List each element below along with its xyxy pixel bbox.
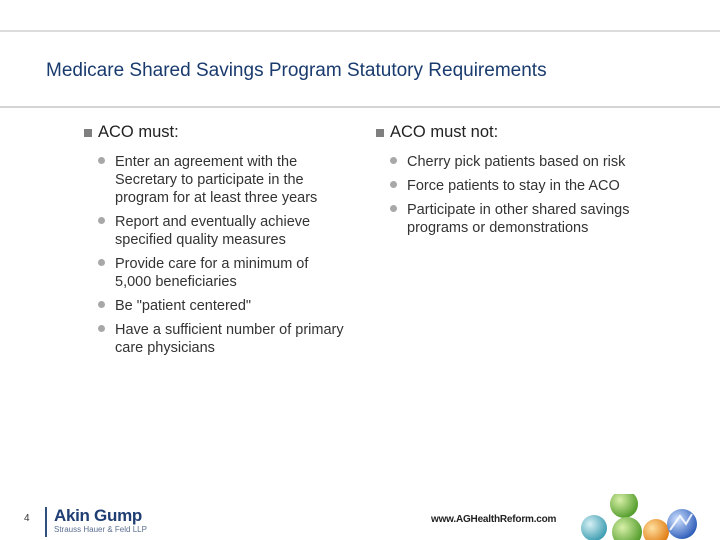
logo-sub-text: Strauss Hauer & Feld LLP xyxy=(54,525,147,534)
left-column xyxy=(84,123,344,363)
logo-divider xyxy=(45,507,47,537)
list-item: Be "patient centered" xyxy=(98,297,344,315)
bullet-dot-icon xyxy=(390,181,397,188)
right-list xyxy=(376,153,636,237)
list-item: Participate in other shared savings programs or demonstrations xyxy=(390,201,636,237)
company-logo xyxy=(54,506,147,534)
bullet-dot-icon xyxy=(98,301,105,308)
title-divider xyxy=(0,106,720,108)
square-bullet-icon xyxy=(376,129,384,137)
list-item: Have a sufficient number of primary care physicians xyxy=(98,321,344,357)
list-item: Enter an agreement with the Secretary to participate in the program for at least three years xyxy=(98,153,344,207)
list-item: Report and eventually achieve specified quality measures xyxy=(98,213,344,249)
right-heading-text: ACO must not: xyxy=(390,123,499,141)
bullet-dot-icon xyxy=(390,205,397,212)
page-number: 4 xyxy=(24,513,30,524)
left-heading xyxy=(84,123,344,142)
green-orb-icon xyxy=(612,517,642,540)
left-heading-text: ACO must: xyxy=(98,123,179,141)
list-item: Force patients to stay in the ACO xyxy=(390,177,636,195)
bullet-dot-icon xyxy=(98,157,105,164)
bullet-dot-icon xyxy=(390,157,397,164)
website-url: www.AGHealthReform.com xyxy=(431,514,557,525)
bullet-dot-icon xyxy=(98,217,105,224)
bullet-dot-icon xyxy=(98,259,105,266)
blue-orb-icon xyxy=(667,509,697,539)
orange-orb-icon xyxy=(643,519,669,540)
slide-title: Medicare Shared Savings Program Statutory Requirements xyxy=(46,60,547,81)
left-list xyxy=(84,153,344,357)
list-item: Provide care for a minimum of 5,000 beneficiaries xyxy=(98,255,344,291)
right-column xyxy=(376,123,636,243)
list-item: Cherry pick patients based on risk xyxy=(390,153,636,171)
decorative-orbs-icon xyxy=(572,494,720,540)
top-divider xyxy=(0,30,720,32)
logo-main-text: Akin Gump xyxy=(54,506,142,525)
bullet-dot-icon xyxy=(98,325,105,332)
square-bullet-icon xyxy=(84,129,92,137)
green-orb-icon xyxy=(610,494,638,518)
right-heading xyxy=(376,123,636,142)
teal-orb-icon xyxy=(581,515,607,540)
